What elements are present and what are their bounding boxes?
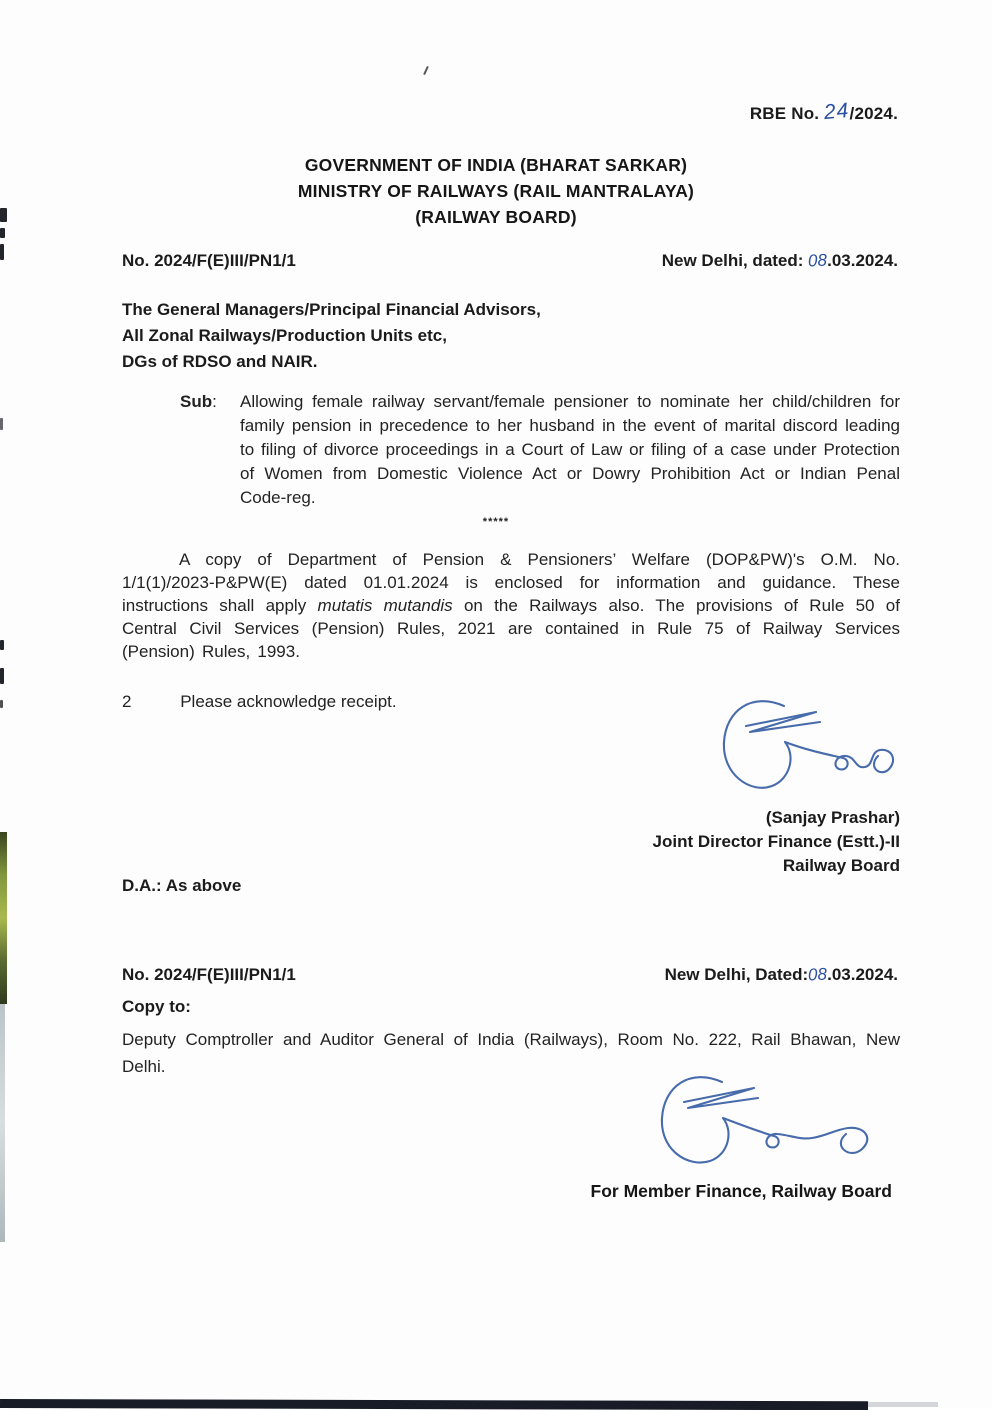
scan-artifact-tick xyxy=(423,66,429,75)
scan-artifact-edge-4 xyxy=(0,418,3,430)
copy-to-text: Deputy Comptroller and Auditor General of India (Railways), Room No. 222, Rail Bhawan, New Delhi. xyxy=(122,1030,900,1076)
para1-after: on the Railways also. The provisions of Rule 50 of Central Civil Services (Pension) Rules, 2021 are contained in Rule 75 of Railway Services (Pension) Rules, 1993. xyxy=(122,596,900,661)
rbe-suffix: /2024. xyxy=(849,104,898,123)
subject-label: Sub xyxy=(180,392,213,411)
asterisk-separator: ***** xyxy=(482,516,510,528)
copy-to-label: Copy to: xyxy=(122,997,191,1016)
signature-ink-2 xyxy=(632,1068,894,1170)
subject-label-cell xyxy=(180,390,240,510)
subject-colon: : xyxy=(212,392,217,411)
signatory1-name: (Sanjay Prashar) xyxy=(765,808,900,827)
date-handwritten-1: 08 xyxy=(807,250,828,271)
scan-artifact-edge-6 xyxy=(0,668,4,684)
scan-artifact-gray-strip xyxy=(0,1004,5,1242)
letterhead-line-1: GOVERNMENT OF INDIA (BHARAT SARKAR) xyxy=(304,155,688,175)
rbe-number-line xyxy=(749,98,898,125)
body-paragraph-2 xyxy=(122,692,397,712)
da-line: D.A.: As above xyxy=(122,876,242,895)
scan-artifact-edge-5 xyxy=(0,640,4,650)
subject-block xyxy=(180,390,900,510)
scan-artifact-bottom-bar-faint xyxy=(868,1402,938,1407)
date-line-1 xyxy=(662,251,898,271)
date-suffix-1: .03.2024. xyxy=(827,251,898,270)
body-paragraph-1 xyxy=(122,548,900,663)
date-suffix-2: .03.2024. xyxy=(827,965,898,984)
para1-before: A copy of Department of Pension & Pensioners’ Welfare (DOP&PW)'s O.M. No. 1/1(1)/2023-P&PW(E) dated 01.01.2024 is enclosed for information and guidance. These instructions shall apply xyxy=(122,550,900,615)
addressee-line-2: All Zonal Railways/Production Units etc, xyxy=(122,326,447,345)
scan-artifact-edge-7 xyxy=(0,700,3,708)
addressee-line-1: The General Managers/Principal Financial Advisors, xyxy=(122,300,541,319)
para2-text: Please acknowledge receipt. xyxy=(180,692,397,711)
letterhead xyxy=(0,152,992,230)
para1-italic-phrase: mutatis mutandis xyxy=(317,596,453,615)
subject-text: Allowing female railway servant/female pensioner to nominate her child/children for family pension in precedence to her husband in the event of marital discord leading to filing of divorce proceedings in a Court of Law or filing of a case under Protection of Women from Domestic Violence Act or Dowry Prohibition Act or Indian Penal Code-reg. xyxy=(240,392,900,507)
scan-artifact-edge-3 xyxy=(0,244,4,260)
signatory1-organisation: Railway Board xyxy=(782,856,900,875)
file-number-1: No. 2024/F(E)III/PN1/1 xyxy=(122,251,296,270)
date-place-2: New Delhi, Dated: xyxy=(664,965,809,984)
scan-artifact-bottom-bar xyxy=(0,1399,868,1410)
letterhead-line-2: MINISTRY OF RAILWAYS (RAIL MANTRALAYA) xyxy=(297,181,695,201)
addressee-block xyxy=(122,297,541,375)
reference-line-2 xyxy=(122,965,898,985)
date-handwritten-2: 08 xyxy=(807,964,828,985)
reference-line-1 xyxy=(122,251,898,271)
addressee-line-3: DGs of RDSO and NAIR. xyxy=(122,352,318,371)
para2-number: 2 xyxy=(122,692,132,711)
signatory1-designation: Joint Director Finance (Estt.)-II xyxy=(652,832,900,851)
date-line-2 xyxy=(665,965,898,985)
scan-artifact-green-strip xyxy=(0,832,7,1004)
file-number-2: No. 2024/F(E)III/PN1/1 xyxy=(122,965,296,984)
rbe-handwritten-number: 24 xyxy=(823,98,851,125)
letterhead-line-3: (RAILWAY BOARD) xyxy=(415,207,577,227)
signatory-block-2: For Member Finance, Railway Board xyxy=(590,1181,892,1201)
signature-ink-1 xyxy=(688,690,910,798)
date-place-1: New Delhi, dated: xyxy=(661,251,809,270)
signatory-block-1 xyxy=(653,806,900,878)
rbe-prefix: RBE No. xyxy=(749,104,820,123)
